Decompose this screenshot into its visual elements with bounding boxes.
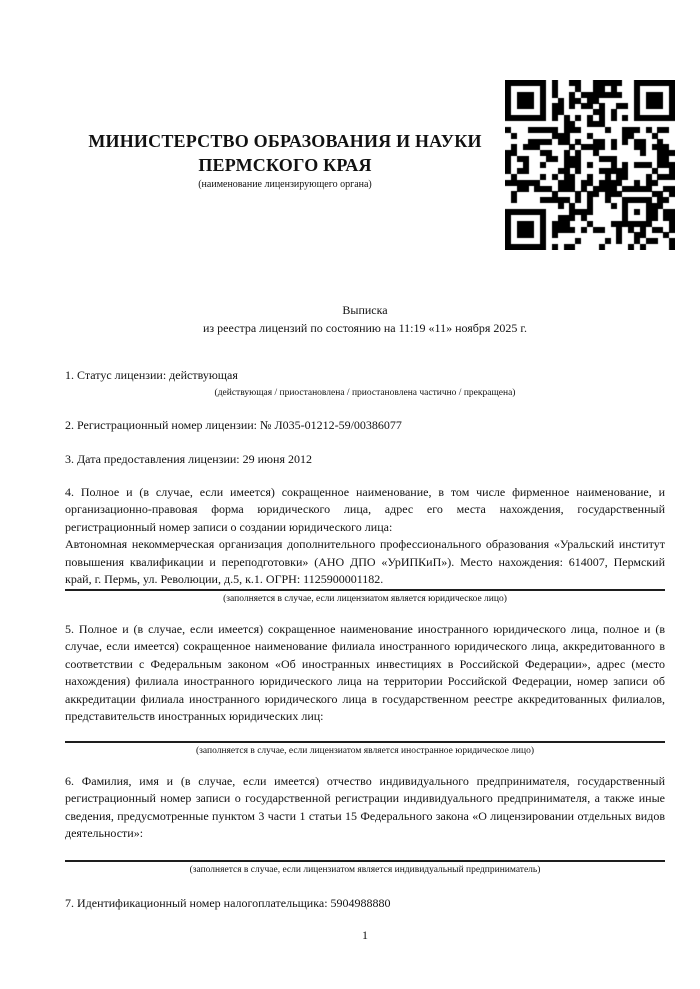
item-4-caption: (заполняется в случае, если лицензиатом является юридическое лицо): [223, 593, 507, 604]
item-5-fill-line: [65, 741, 665, 743]
item-1-status-options-caption: (действующая / приостановлена / приостановлена частично / прекращена): [214, 387, 516, 398]
item-6-caption: (заполняется в случае, если лицензиатом является индивидуальный предприниматель): [189, 864, 541, 875]
authority-name-line2: ПЕРМСКОГО КРАЯ: [198, 155, 372, 175]
item-4-value: Автономная некоммерческая организация дополнительного профессионального образования «Уральский институт повышения квалификации и переподготовки» (АНО ДПО «УрИПКиП»). Место нахождения: 614007, Пермский край, г. Пермь, ул. Революции, д.5, к.1. ОГРН: 1125900001182.: [65, 537, 665, 586]
item-6-fill-line: [65, 860, 665, 862]
item-2-registration-number: [65, 417, 665, 435]
item-5-text: 5. Полное и (в случае, если имеется) сокращенное наименование иностранного юридического лица, полное и (в случае, если имеется) сокращенное наименование филиала иностранного юридического лица, аккредитованного в соответствии с Федеральным законом «Об иностранных инвестициях в Российской Федерации», адрес (место нахождения) филиала иностранного юридического лица на территории Российской Федерации, номер записи об аккредитации филиала иностранного юридического лица в государственном реестре аккредитованных филиалов, представительств иностранных юридических лиц:: [65, 621, 665, 723]
item-4-fill-line: [65, 589, 665, 591]
document-title-block: [65, 302, 665, 337]
item-3-grant-date: [65, 451, 665, 469]
item-2-text: 2. Регистрационный номер лицензии: № Л035-01212-59/00386077: [65, 417, 402, 432]
item-3-text: 3. Дата предоставления лицензии: 29 июня 2012: [65, 452, 312, 466]
authority-name: [65, 129, 505, 177]
document-subtitle: из реестра лицензий по состоянию на 11:19 «11» ноября 2025 г.: [203, 320, 527, 335]
document-title: Выписка: [342, 303, 388, 317]
page-footer: [65, 927, 665, 945]
item-4-legal-entity: [65, 484, 665, 606]
item-6-empty-value: [65, 843, 665, 860]
item-7-taxpayer-number: [65, 895, 665, 913]
item-5-empty-value: [65, 726, 665, 741]
qr-code: [505, 80, 675, 250]
item-5-caption: (заполняется в случае, если лицензиатом является иностранное юридическое лицо): [196, 745, 534, 756]
item-7-text: 7. Идентификационный номер налогоплательщика: 5904988880: [65, 895, 391, 910]
item-6-text: 6. Фамилия, имя и (в случае, если имеется) отчество индивидуального предпринимателя, государственный регистрационный номер записи о государственной регистрации индивидуального предпринимателя, а также иные сведения, предусмотренные пунктом 3 части 1 статьи 15 Федерального закона «О лицензировании отдельных видов деятельности»:: [65, 773, 665, 840]
item-1-license-status: [65, 367, 665, 400]
item-1-text: 1. Статус лицензии: действующая: [65, 368, 238, 382]
item-6-individual-entrepreneur: [65, 773, 665, 877]
authority-name-line1: МИНИСТЕРСТВО ОБРАЗОВАНИЯ И НАУКИ: [88, 131, 482, 151]
item-5-foreign-entity: [65, 621, 665, 758]
authority-caption: (наименование лицензирующего органа): [198, 179, 372, 190]
item-4-text: 4. Полное и (в случае, если имеется) сокращенное наименование, в том числе фирменное наименование, и организационно-правовая форма юридического лица, адрес его места нахождения, государственный регистрационный номер записи о создании юридического лица:: [65, 484, 665, 534]
page-number: 1: [362, 928, 368, 942]
